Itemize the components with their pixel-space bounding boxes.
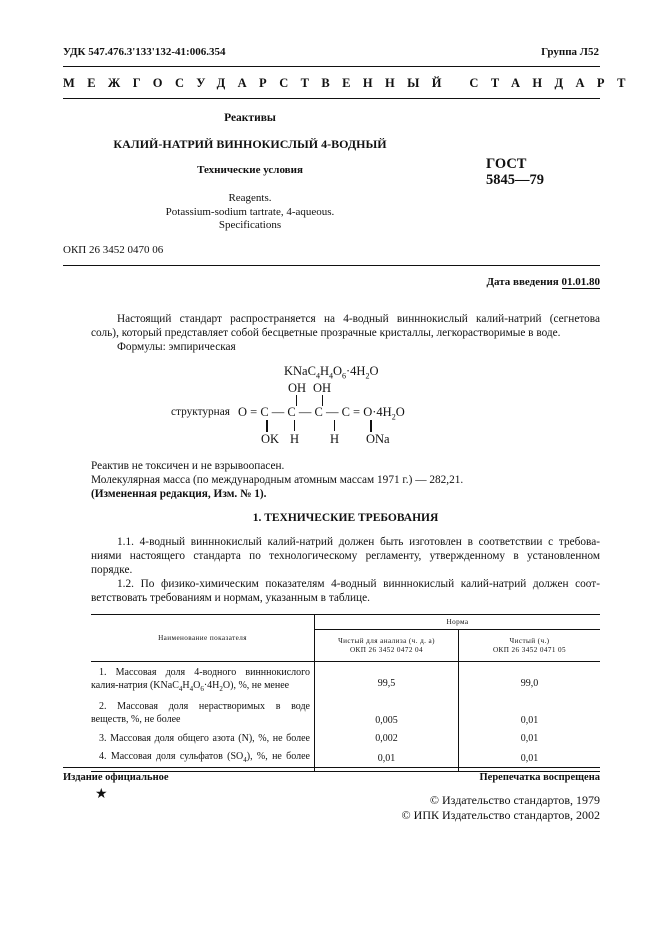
formula-part: O <box>332 364 343 378</box>
header-line: ОКП 26 3452 0472 04 <box>349 645 424 654</box>
formula-top-oh2: OH <box>313 381 332 395</box>
text-line: Настоящий стандарт распространяется на 4-водный винннокислый калий-натрий (сегнетова <box>117 313 600 325</box>
english-line: Reagents. <box>228 192 272 204</box>
gost-label: ГОСТ <box>486 156 527 172</box>
bond-line <box>334 420 335 431</box>
formula-bottom-ok: OK <box>261 432 280 446</box>
group-code: Группа Л52 <box>541 46 599 58</box>
standard-banner: МЕЖГОСУДАРСТВЕННЫЙ СТАНДАРТ <box>63 76 638 90</box>
text-line: 1.1. 4-водный винннокислый калий-натрий должен быть изготовлен в соответствии с требова- <box>117 536 600 548</box>
paragraph-scope <box>91 312 600 354</box>
value-analytical: 99,5 <box>315 662 459 697</box>
text-line: ветствовать требованиям и нормам, указанным в таблице. <box>91 592 370 604</box>
formula-sub: 6 <box>342 371 347 381</box>
row-label <box>91 662 315 697</box>
amendment-note: (Измененная редакция, Изм. № 1). <box>91 488 267 500</box>
copyright-2002: © ИПК Издательство стандартов, 2002 <box>401 808 600 822</box>
formulas-label: Формулы: эмпирическая <box>117 341 236 353</box>
formula-bottom-h2: H <box>330 432 340 446</box>
value-pure: 99,0 <box>520 677 539 689</box>
row-label-line: 1. Массовая доля 4-водного винннокислого <box>99 667 310 678</box>
text-line: ниями настоящего стандарта по технологическому регламенту, утвержденному в установленном <box>91 550 600 562</box>
udk-code: УДК 547.476.3'133'132-41:006.354 <box>63 46 226 58</box>
table-row <box>91 662 600 697</box>
row-label-line: 2. Массовая доля нерастворимых в воде <box>99 701 310 712</box>
text-line: соль), который представляет собой бесцветные прозрачные кристаллы, легкорастворимые в воде. <box>91 327 561 339</box>
banner-rule <box>63 98 600 99</box>
section-heading: 1. ТЕХНИЧЕСКИЕ ТРЕБОВАНИЯ <box>252 512 439 524</box>
formula-part: ·4H <box>346 364 366 378</box>
intro-date-value: 01.01.80 <box>561 276 600 288</box>
formula-part: O = C — C — C — C = O·4H <box>238 405 392 419</box>
gost-number: 5845—79 <box>486 172 544 188</box>
english-line: Specifications <box>218 219 282 231</box>
subtitle: Технические условия <box>197 164 303 176</box>
header-line: ОКП 26 3452 0471 05 <box>492 645 567 654</box>
header-line: Чистый (ч.) <box>509 636 550 645</box>
top-rule <box>63 66 600 67</box>
structural-label: структурная <box>171 406 230 418</box>
row-label: 4. Массовая доля сульфатов $(SO_4)$, %, не более <box>91 745 315 772</box>
bond-line <box>294 420 295 431</box>
formula-bottom-ona: ONa <box>366 432 390 446</box>
star-icon: ★ <box>95 787 108 802</box>
header-pure-grade <box>459 630 601 662</box>
formula-part: O <box>369 364 379 378</box>
value-analytical: 0,002 <box>315 726 459 745</box>
copyright-1979: © Издательство стандартов, 1979 <box>429 793 600 807</box>
english-title <box>63 192 437 233</box>
intro-date-label: Дата введения <box>486 276 559 288</box>
paragraph-properties <box>91 459 600 501</box>
bond-line <box>370 420 372 432</box>
formula-sub: 4 <box>328 371 333 381</box>
value-pure: 0,01 <box>520 753 539 764</box>
value-pure: 0,01 <box>520 715 539 726</box>
formula-top-oh1: OH <box>288 381 307 395</box>
official-edition: Издание официальное <box>63 772 169 783</box>
reprint-prohibited: Перепечатка воспрещена <box>479 772 600 783</box>
value-analytical: 0,005 <box>315 696 459 726</box>
row-label <box>91 696 315 726</box>
text-line: Реактив не токсичен и не взрывоопасен. <box>91 460 285 472</box>
english-line: Potassium-sodium tartrate, 4-aqueous. <box>165 205 335 218</box>
structural-chain <box>238 405 405 422</box>
header-line: Чистый для анализа (ч. д. а) <box>338 636 435 645</box>
row-label-line: калия-натрия $(KNaC_4H_4O_6\cdot 4H_2O)$, %, не менее <box>91 680 290 693</box>
text-line: порядке. <box>91 564 133 576</box>
category: Реактивы <box>224 112 276 124</box>
text-line: Молекулярная масса (по международным атомным массам 1971 г.) — 282,21. <box>91 474 464 486</box>
header-indicator-name: Наименование показателя <box>91 615 315 662</box>
formula-part: KNaC <box>284 364 316 378</box>
norms-table <box>91 614 600 772</box>
footer-rule <box>63 767 600 768</box>
intro-date <box>486 276 600 288</box>
title-rule <box>63 265 600 266</box>
text-line: 1.2. По физико-химическим показателям 4-водный винннокислый калий-натрий должен соот- <box>117 578 600 590</box>
empirical-formula <box>284 364 379 381</box>
formula-part: H <box>319 364 329 378</box>
bond-line <box>266 420 268 432</box>
document-title: КАЛИЙ-НАТРИЙ ВИННОКИСЛЫЙ 4-ВОДНЫЙ <box>113 137 387 151</box>
formula-sub: 2 <box>391 412 396 422</box>
table-row <box>91 726 600 745</box>
row-label: 3. Массовая доля общего азота (N), %, не более <box>91 726 315 745</box>
okp-code: ОКП 26 3452 0470 06 <box>63 244 164 256</box>
row-label-line: веществ, %, не более <box>91 714 181 725</box>
header-norm: Норма <box>315 615 601 630</box>
formula-sub: 4 <box>315 371 320 381</box>
table-row <box>91 696 600 726</box>
paragraph-1-1 <box>91 535 600 605</box>
formula-sub: 2 <box>365 371 370 381</box>
formula-bottom-h1: H <box>290 432 300 446</box>
formula-part: O <box>395 405 405 419</box>
value-pure: 0,01 <box>520 733 539 744</box>
value-analytical: 0,01 <box>315 745 459 772</box>
header-analytical-grade <box>315 630 459 662</box>
